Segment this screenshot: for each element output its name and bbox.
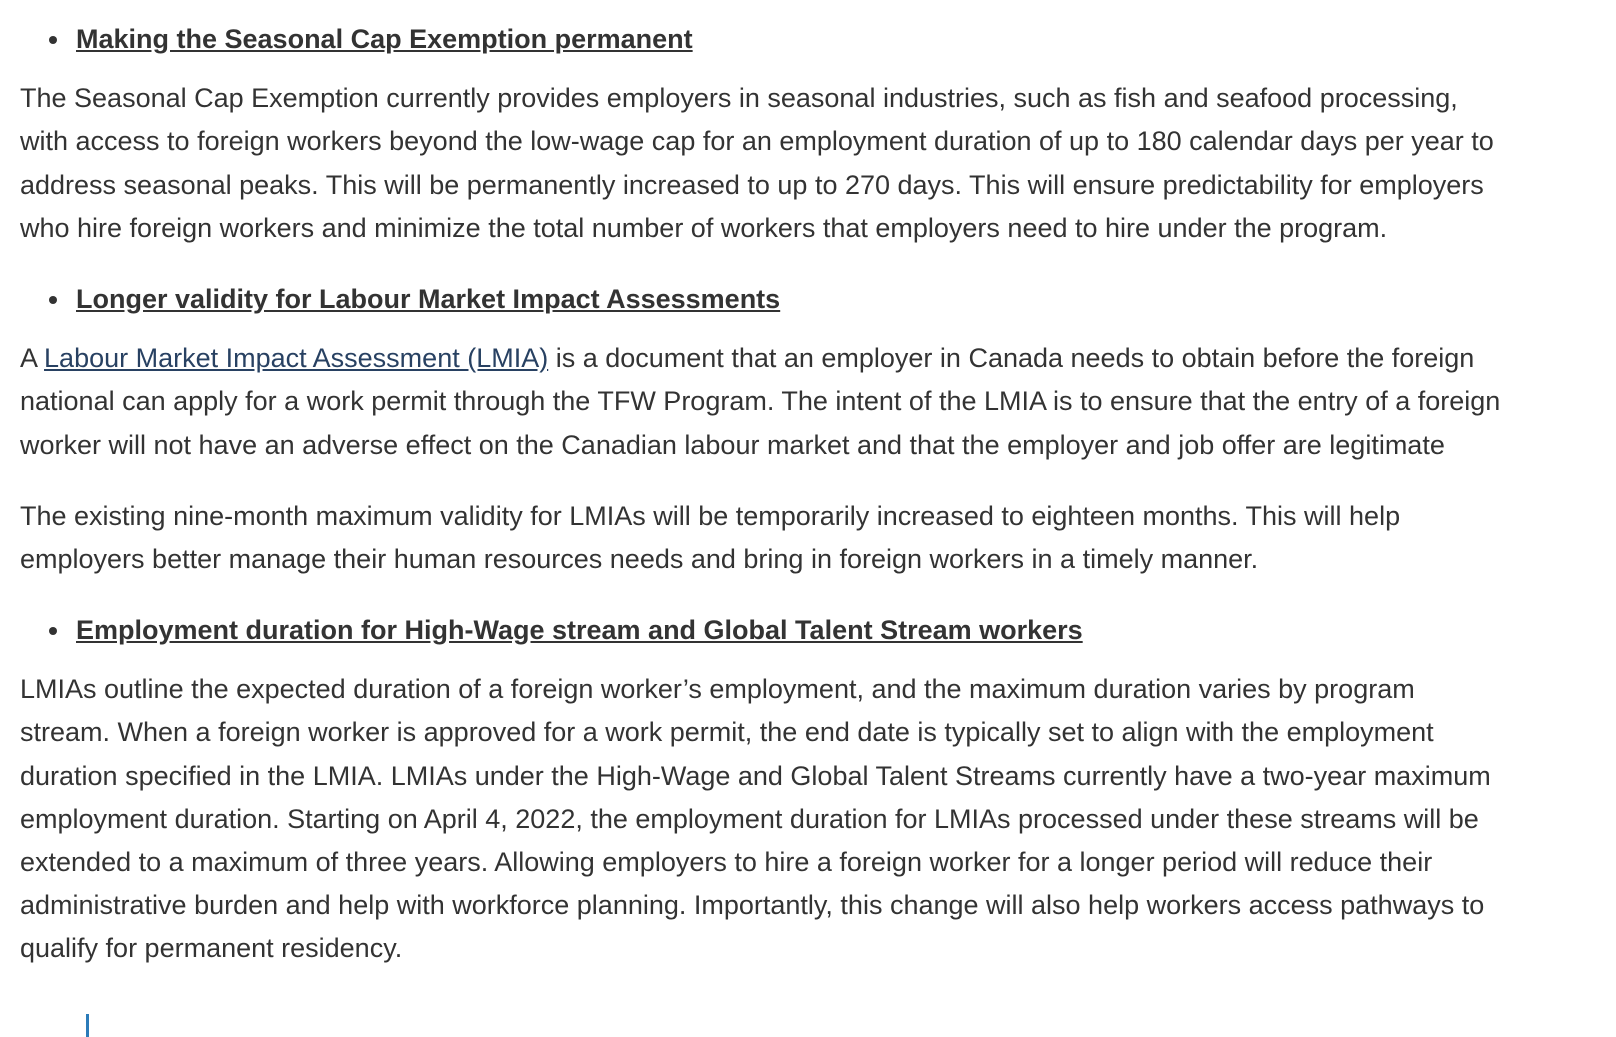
section-heading-seasonal-cap-exemption: Making the Seasonal Cap Exemption permanent [76, 24, 693, 54]
paragraph-employment-duration: LMIAs outline the expected duration of a foreign worker’s employment, and the maximum duration varies by program stream. When a foreign worker is approved for a work permit, the end date is typically set to align with the employment duration specified in the LMIA. LMIAs under the High-Wage and Global Talent Streams currently have a two-year maximum employment duration. Starting on April 4, 2022, the employment duration for LMIAs processed under these streams will be extended to a maximum of three years. Allowing employers to hire a foreign worker for a longer period will reduce their administrative burden and help with workforce planning. Importantly, this change will also help workers access pathways to qualify for permanent residency. [20, 674, 1491, 964]
bullet-list [20, 609, 1512, 652]
paragraph-lmia-validity-increase: The existing nine-month maximum validity for LMIAs will be temporarily increased to eighteen months. This will help employers better manage their human resources needs and bring in foreign workers in a timely manner. [20, 500, 1401, 574]
list-item [72, 278, 1512, 321]
paragraph-lmia-definition [20, 337, 1512, 467]
paragraph-seasonal-cap-exemption: The Seasonal Cap Exemption currently provides employers in seasonal industries, such as fish and seafood processing, with access to foreign workers beyond the low-wage cap for an employment duration of up to 180 calendar days per year to address seasonal peaks. This will be permanently increased to up to 270 days. This will ensure predictability for employers who hire foreign workers and minimize the total number of workers that employers need to hire under the program. [20, 83, 1494, 243]
lmia-link[interactable]: Labour Market Impact Assessment (LMIA) [44, 343, 549, 374]
paragraph-text: is a document that an employer in Canada needs to obtain before the foreign national can apply for a work permit through the TFW Program. The intent of the LMIA is to ensure that the entry of a foreign worker will not have an adverse effect on the Canadian labour market and that the employer and job offer are legitimate [20, 343, 1501, 460]
bullet-list [20, 278, 1512, 321]
section-heading-employment-duration: Employment duration for High-Wage stream and Global Talent Stream workers [76, 615, 1083, 646]
section-heading-lmia-validity: Longer validity for Labour Market Impact Assessments [76, 283, 781, 314]
list-item [72, 18, 1512, 61]
paragraph-text: A [20, 343, 45, 374]
cutoff-blue-bar [86, 1014, 89, 1037]
list-item [72, 609, 1512, 652]
bullet-list [20, 18, 1512, 61]
